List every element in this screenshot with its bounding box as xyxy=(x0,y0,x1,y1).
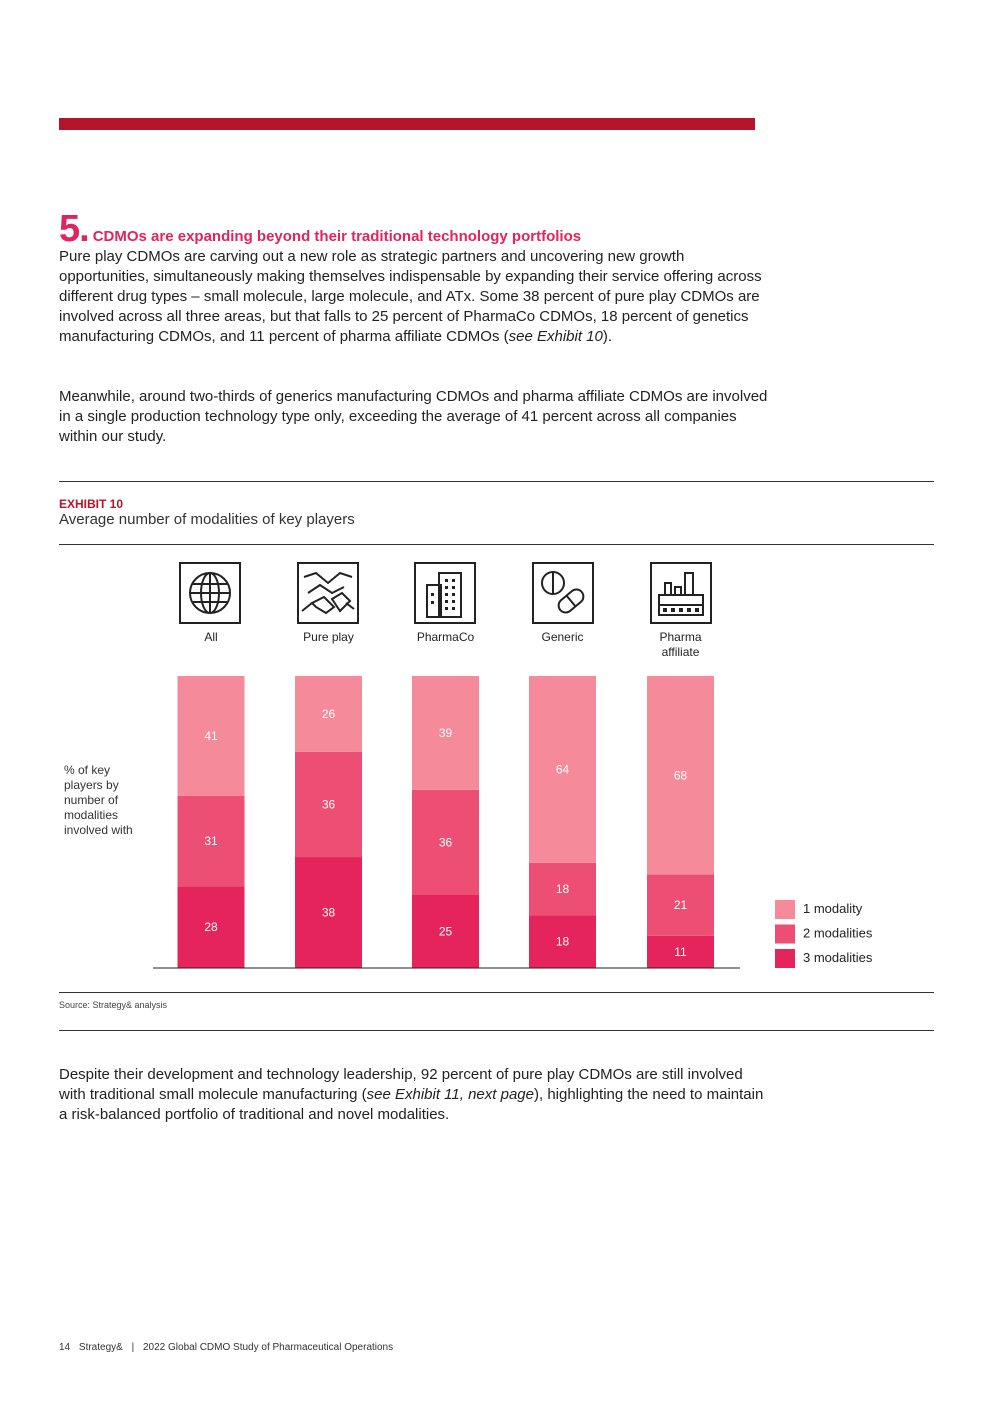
category-label: Pharma affiliate xyxy=(659,630,702,659)
bars xyxy=(178,676,715,968)
source-note: Source: Strategy& analysis xyxy=(59,1000,168,1010)
section-number: 5. xyxy=(59,208,89,250)
legend-swatch xyxy=(775,900,795,919)
legend-label: 1 modality xyxy=(803,901,863,916)
factory-icon xyxy=(651,563,711,623)
y-axis-label-line: players by xyxy=(64,778,119,792)
data-label: 18 xyxy=(555,882,570,897)
exhibit-11-reference: see Exhibit 11, next page xyxy=(366,1086,534,1103)
y-axis-label-line: modalities xyxy=(64,808,119,822)
closing-paragraph-text: Despite their development and technology leadership, 92 percent of pure play CDMOs are still involved with traditional small molecule manufacturing ( xyxy=(59,1066,743,1103)
building-icon xyxy=(415,563,475,623)
y-axis-label xyxy=(64,763,133,837)
legend-swatch xyxy=(775,925,795,944)
data-label: 18 xyxy=(555,934,570,949)
data-label: 31 xyxy=(204,833,218,848)
category-label: PharmaCo xyxy=(416,630,475,644)
data-label: 11 xyxy=(674,944,687,959)
data-label: 36 xyxy=(438,835,453,850)
handshake-icon xyxy=(298,563,358,623)
y-axis-label-line: % of key xyxy=(64,763,111,777)
page-footer xyxy=(59,1342,399,1353)
legend xyxy=(775,900,873,968)
intro-paragraph-text: Pure play CDMOs are carving out a new role as strategic partners and uncovering new growth opportunities, simultaneously making themselves indispensable by expanding their service offering across different drug types – small molecule, large molecule, and ATx. Some 38 percent of pure play CDMOs are involved across all three areas, but that falls to 25 percent of PharmaCo CDMOs, 18 percent of genetics manufacturing CDMOs, and 11 percent of pharma affiliate CDMOs ( xyxy=(59,248,762,345)
data-label: 64 xyxy=(555,762,570,777)
page-number: 14 xyxy=(59,1342,71,1353)
pills-icon xyxy=(533,563,593,623)
section-heading xyxy=(59,208,779,251)
data-label: 21 xyxy=(673,898,688,913)
data-label: 28 xyxy=(204,920,218,935)
data-label: 26 xyxy=(321,706,336,721)
data-label: 38 xyxy=(321,905,336,920)
data-label: 36 xyxy=(321,797,336,812)
footer-separator: | xyxy=(131,1342,135,1353)
category-label: Generic xyxy=(541,630,584,644)
closing-paragraph xyxy=(59,1065,769,1125)
exhibit-reference: see Exhibit 10 xyxy=(508,328,603,345)
y-axis-label-line: number of xyxy=(64,793,119,807)
exhibit-bottom-rule xyxy=(59,992,934,993)
exhibit-title: Average number of modalities of key players xyxy=(59,511,355,528)
data-label: 25 xyxy=(438,924,453,939)
legend-label: 3 modalities xyxy=(803,950,873,965)
stacked-bar-chart xyxy=(0,545,992,985)
exhibit-label: EXHIBIT 10 xyxy=(59,497,124,511)
category-icons xyxy=(180,563,711,623)
section-title: CDMOs are expanding beyond their traditional technology portfolios xyxy=(92,228,582,245)
data-label: 41 xyxy=(204,728,218,743)
data-label: 39 xyxy=(438,725,453,740)
legend-swatch xyxy=(775,949,795,968)
y-axis-label-line: involved with xyxy=(64,823,133,837)
second-paragraph: Meanwhile, around two-thirds of generics manufacturing CDMOs and pharma affiliate CDMOs are involved in a single production technology type only, exceeding the average of 41 percent across all companies within our study. xyxy=(59,388,768,445)
footer-brand: Strategy& xyxy=(78,1342,123,1353)
exhibit-top-rule xyxy=(59,481,934,482)
intro-paragraph xyxy=(59,247,769,347)
globe-icon xyxy=(180,563,240,623)
intro-paragraph-end: ). xyxy=(602,328,613,345)
data-label: 68 xyxy=(673,768,688,783)
closing-paragraph-end: ), highlighting the need to maintain a risk-balanced portfolio of traditional and novel modalities. xyxy=(59,1086,764,1123)
source-rule xyxy=(59,1030,934,1031)
header-accent-bar xyxy=(59,118,755,130)
legend-label: 2 modalities xyxy=(803,925,873,941)
category-labels xyxy=(204,630,702,659)
footer-publication: 2022 Global CDMO Study of Pharmaceutical Operations xyxy=(143,1342,394,1353)
category-label: Pure play xyxy=(303,630,354,644)
category-label: All xyxy=(204,630,218,644)
